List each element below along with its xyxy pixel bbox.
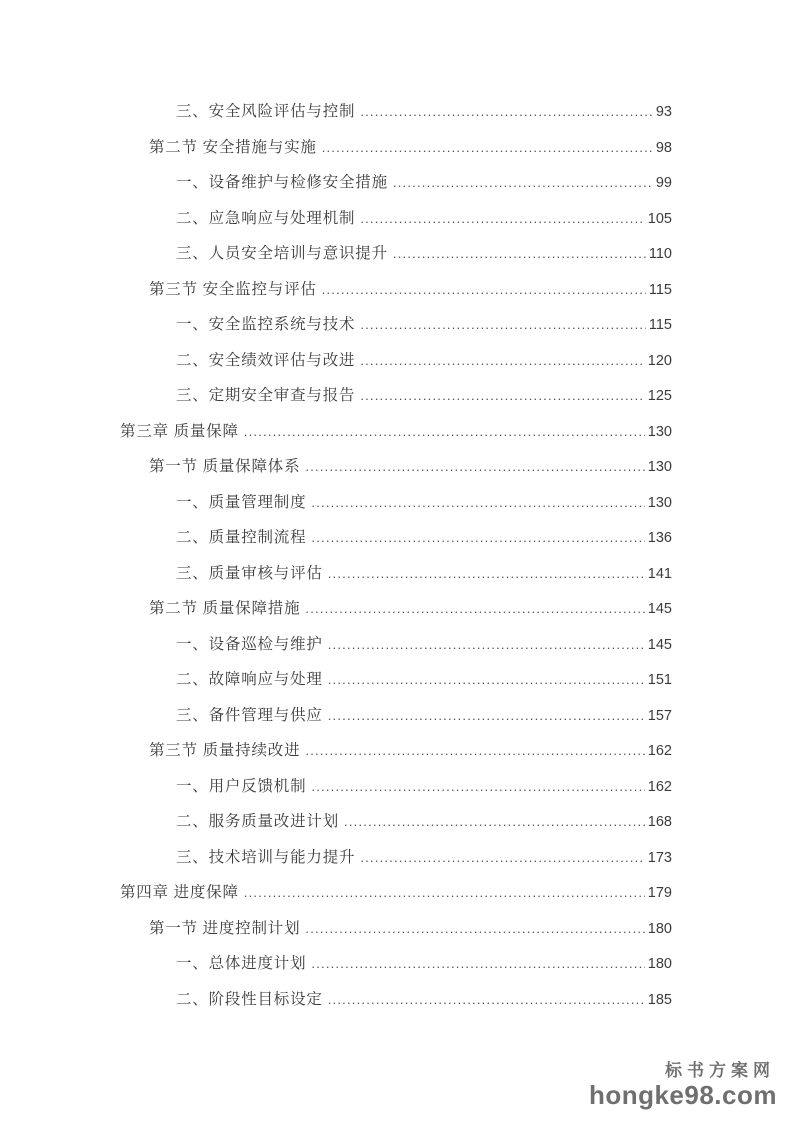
toc-entry-label: 三、技术培训与能力提升 — [176, 848, 356, 866]
toc-entry-page-number: 157 — [647, 707, 672, 724]
toc-entry-page-number: 120 — [647, 352, 672, 369]
toc-entry-label: 三、安全风险评估与控制 — [176, 103, 356, 120]
toc-entry-label: 三、人员安全培训与意识提升 — [176, 245, 388, 262]
toc-entry[interactable] — [120, 556, 672, 592]
toc-entry[interactable] — [120, 165, 672, 201]
dot-leader — [360, 104, 653, 119]
toc-entry[interactable] — [120, 911, 672, 947]
toc-entry-page-number: 130 — [647, 459, 672, 475]
toc-entry-page-number: 105 — [647, 210, 672, 227]
toc-entry-label: 一、安全监控系统与技术 — [176, 316, 356, 333]
watermark-site-name: 标书方案网 — [665, 1061, 775, 1080]
toc-entry[interactable] — [120, 201, 672, 237]
toc-entry-label: 第一节 进度控制计划 — [149, 919, 301, 937]
toc-entry[interactable] — [120, 520, 672, 556]
toc-entry-page-number: 141 — [647, 565, 672, 582]
toc-entry-label: 三、定期安全审查与报告 — [176, 387, 356, 404]
toc-entry-label: 二、安全绩效评估与改进 — [176, 351, 356, 369]
toc-entry-label: 一、总体进度计划 — [176, 955, 307, 972]
toc-entry-label: 第二节 安全措施与实施 — [149, 138, 317, 156]
toc-entry-label: 二、服务质量改进计划 — [176, 813, 340, 830]
dot-leader — [311, 495, 644, 510]
dot-leader — [311, 956, 644, 971]
toc-entry-page-number: 115 — [648, 281, 672, 298]
toc-entry-label: 第三节 安全监控与评估 — [149, 280, 317, 298]
toc-entry[interactable] — [120, 627, 672, 663]
toc-entry[interactable] — [120, 449, 672, 485]
watermark — [589, 1062, 777, 1109]
toc-entry-label: 三、质量审核与评估 — [176, 564, 323, 582]
toc-entry[interactable] — [120, 733, 672, 769]
dot-leader — [360, 317, 646, 332]
dot-leader — [360, 388, 644, 403]
toc-entry[interactable] — [120, 875, 672, 911]
toc-entry-page-number: 136 — [647, 530, 672, 546]
toc-entry[interactable] — [120, 94, 672, 130]
toc-entry[interactable] — [120, 662, 672, 698]
toc-entry-label: 三、备件管理与供应 — [176, 706, 323, 724]
toc-entry-label: 二、故障响应与处理 — [176, 671, 323, 688]
toc-entry-page-number: 179 — [647, 885, 672, 901]
dot-leader — [328, 566, 645, 581]
toc-entry-label: 一、质量管理制度 — [176, 493, 307, 511]
toc-entry-page-number: 180 — [647, 956, 672, 972]
watermark-site-url: hongke98.com — [588, 1079, 777, 1110]
toc-entry[interactable] — [120, 130, 672, 166]
toc-entry-page-number: 99 — [655, 175, 672, 191]
toc-entry-page-number: 173 — [647, 849, 672, 866]
toc-entry-page-number: 98 — [655, 139, 672, 156]
dot-leader — [360, 353, 644, 368]
toc-entry-label: 二、应急响应与处理机制 — [176, 209, 356, 227]
dot-leader — [360, 211, 644, 226]
toc-entry-page-number: 151 — [647, 672, 672, 688]
toc-list — [120, 94, 672, 1017]
toc-entry-page-number: 180 — [647, 920, 672, 937]
dot-leader — [393, 246, 646, 261]
dot-leader — [305, 459, 644, 474]
toc-entry[interactable] — [120, 236, 672, 272]
toc-entry-label: 第三章 质量保障 — [120, 422, 239, 440]
dot-leader — [344, 814, 645, 829]
toc-entry-label: 第二节 质量保障措施 — [149, 600, 301, 617]
dot-leader — [328, 672, 645, 687]
dot-leader — [322, 140, 653, 155]
toc-entry-page-number: 93 — [655, 104, 672, 120]
toc-entry-label: 一、设备巡检与维护 — [176, 635, 323, 653]
toc-entry[interactable] — [120, 840, 672, 876]
toc-entry-page-number: 110 — [648, 246, 672, 262]
toc-entry-page-number: 145 — [647, 636, 672, 653]
toc-entry[interactable] — [120, 946, 672, 982]
toc-entry-label: 二、质量控制流程 — [176, 529, 307, 546]
dot-leader — [244, 424, 645, 439]
toc-entry[interactable] — [120, 982, 672, 1018]
toc-entry-label: 一、设备维护与检修安全措施 — [176, 174, 388, 191]
dot-leader — [328, 708, 645, 723]
toc-entry[interactable] — [120, 343, 672, 379]
toc-entry-page-number: 162 — [647, 743, 672, 759]
dot-leader — [393, 175, 653, 190]
dot-leader — [244, 885, 645, 900]
toc-entry-page-number: 145 — [647, 601, 672, 617]
toc-entry[interactable] — [120, 698, 672, 734]
toc-entry[interactable] — [120, 378, 672, 414]
toc-entry-label: 一、用户反馈机制 — [176, 777, 307, 795]
toc-entry[interactable] — [120, 414, 672, 450]
dot-leader — [360, 850, 644, 865]
toc-entry[interactable] — [120, 769, 672, 805]
toc-entry-page-number: 130 — [647, 494, 672, 511]
dot-leader — [305, 743, 644, 758]
toc-entry-page-number: 130 — [647, 423, 672, 440]
toc-entry-page-number: 168 — [647, 814, 672, 830]
dot-leader — [328, 992, 645, 1007]
dot-leader — [328, 637, 645, 652]
toc-entry-label: 第一节 质量保障体系 — [149, 458, 301, 475]
toc-entry[interactable] — [120, 272, 672, 308]
toc-entry[interactable] — [120, 485, 672, 521]
toc-entry-label: 二、阶段性目标设定 — [176, 990, 323, 1008]
toc-entry[interactable] — [120, 804, 672, 840]
dot-leader — [322, 282, 646, 297]
toc-entry-label: 第四章 进度保障 — [120, 884, 239, 901]
toc-entry-label: 第三节 质量持续改进 — [149, 742, 301, 759]
dot-leader — [311, 779, 644, 794]
toc-entry-page-number: 125 — [647, 388, 672, 404]
toc-entry-page-number: 115 — [648, 317, 672, 333]
dot-leader — [311, 530, 644, 545]
dot-leader — [305, 921, 644, 936]
toc-entry-page-number: 162 — [647, 778, 672, 795]
toc-entry[interactable] — [120, 591, 672, 627]
dot-leader — [305, 601, 644, 616]
toc-entry-page-number: 185 — [647, 991, 672, 1008]
toc-entry[interactable] — [120, 307, 672, 343]
